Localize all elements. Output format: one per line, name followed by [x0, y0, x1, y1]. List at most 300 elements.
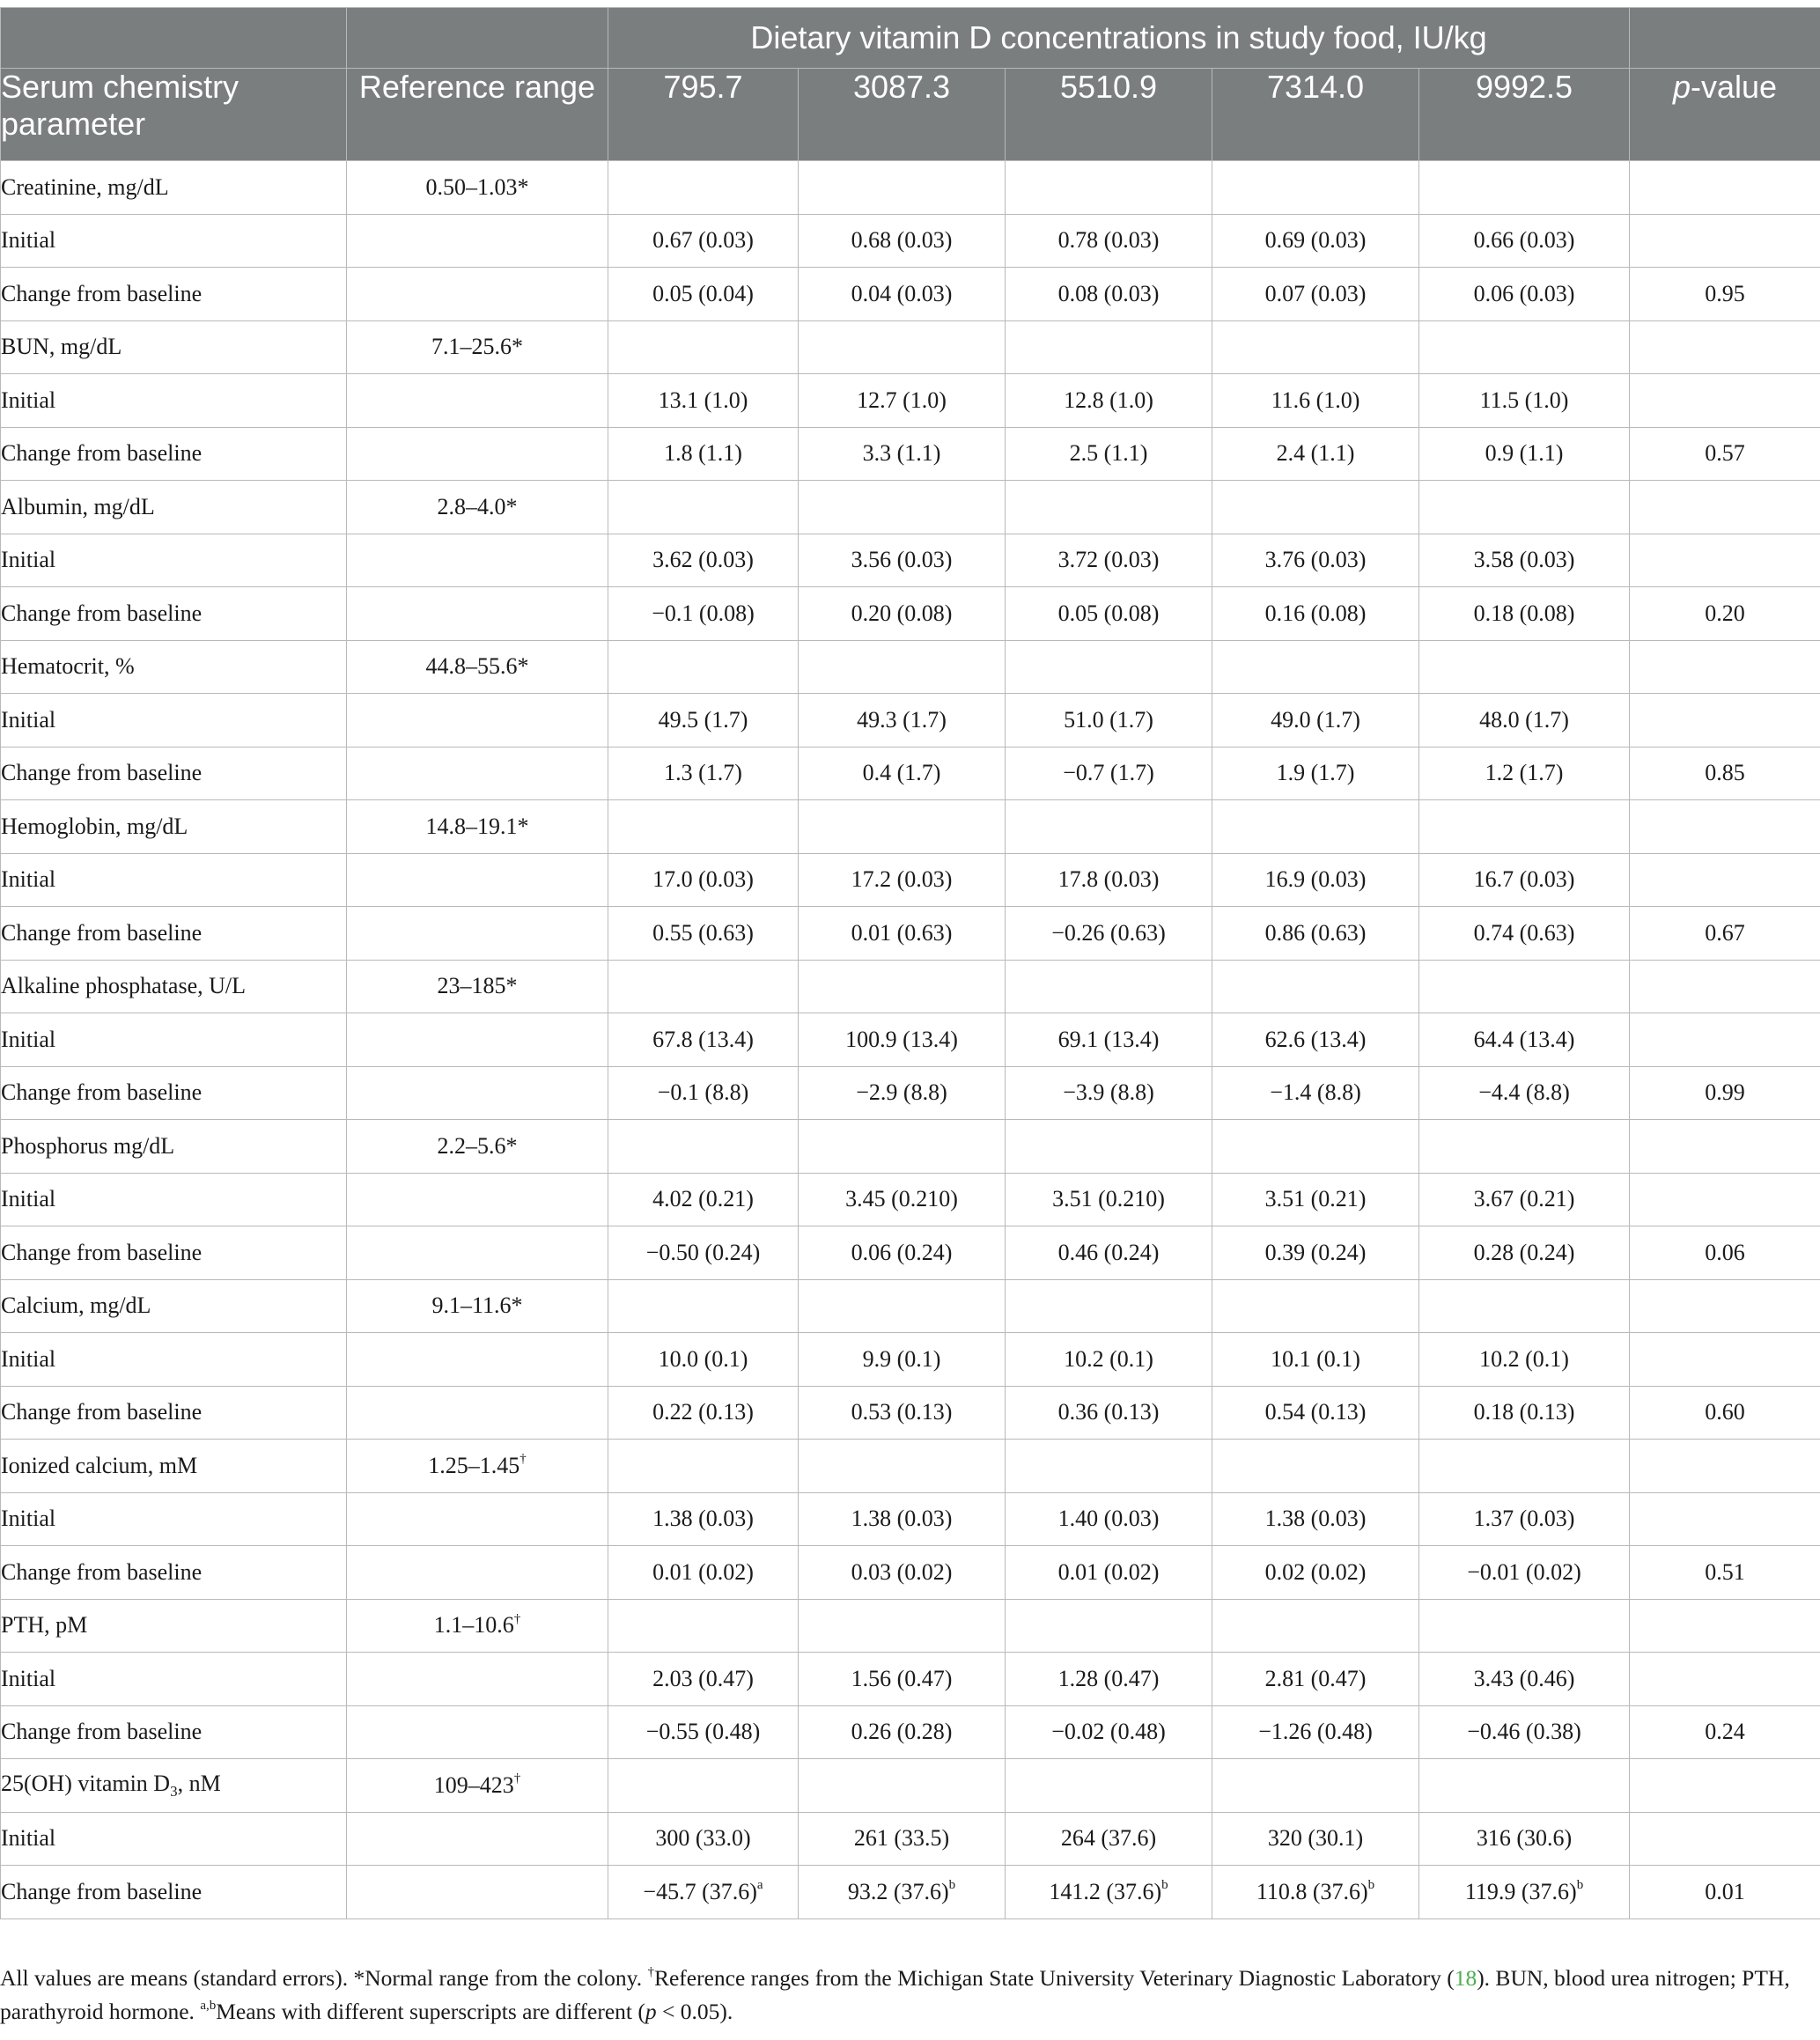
parameter-label: Creatinine, mg/dL: [1, 173, 169, 200]
initial-row: [1, 214, 1820, 268]
empty-cell: [1630, 1759, 1820, 1813]
parameter-label: Phosphorus mg/dL: [1, 1132, 175, 1159]
p-value: 0.60: [1630, 1386, 1820, 1440]
empty-cell: [347, 1226, 608, 1280]
empty-cell: [347, 1866, 608, 1919]
empty-cell: [1630, 1173, 1820, 1226]
parameter-row: [1, 960, 1820, 1013]
row-label-initial: Initial: [1, 214, 347, 268]
parameter-row: [1, 1440, 1820, 1493]
parameter-row: [1, 1120, 1820, 1174]
row-label-initial: Initial: [1, 1173, 347, 1226]
change-value-text: 0.9 (1.1): [1485, 440, 1564, 467]
change-value-text: 110.8 (37.6): [1256, 1878, 1368, 1904]
empty-cell: [347, 214, 608, 268]
row-label-initial: Initial: [1, 694, 347, 748]
reference-source-mark: *: [517, 173, 529, 200]
empty-cell: [799, 1279, 1006, 1333]
empty-cell: [1006, 481, 1212, 534]
empty-cell: [608, 1759, 799, 1813]
parameter-label: PTH, pM: [1, 1612, 88, 1639]
initial-row: [1, 853, 1820, 907]
empty-cell: [347, 1333, 608, 1387]
change-value-text: 0.02 (0.02): [1264, 1558, 1367, 1585]
parameter-row: [1, 161, 1820, 215]
change-value-text: −0.55 (0.48): [645, 1719, 761, 1745]
initial-value: 9.9 (0.1): [799, 1333, 1006, 1387]
change-value-text: 0.05 (0.04): [652, 280, 754, 306]
change-value-text: 0.22 (0.13): [652, 1399, 754, 1425]
empty-cell: [1006, 320, 1212, 374]
reference-range: [347, 161, 608, 215]
footnote-text-2: Reference ranges from the Michigan State University Veterinary Diagnostic Laboratory (: [653, 1965, 1455, 1991]
header-blank-3: [1630, 8, 1820, 69]
initial-value: 3.67 (0.21): [1419, 1173, 1630, 1226]
change-value: [1419, 1226, 1630, 1280]
empty-cell: [347, 427, 608, 481]
empty-cell: [1630, 1440, 1820, 1493]
initial-value: 0.67 (0.03): [608, 214, 799, 268]
empty-cell: [1212, 1759, 1419, 1813]
change-value-text: 0.08 (0.03): [1057, 280, 1160, 306]
change-value: [608, 587, 799, 641]
initial-value: 1.28 (0.47): [1006, 1653, 1212, 1706]
change-value: [1212, 427, 1419, 481]
empty-cell: [1006, 1759, 1212, 1813]
header-blank-1: [1, 8, 347, 69]
empty-cell: [1630, 1812, 1820, 1866]
empty-cell: [1212, 1279, 1419, 1333]
initial-value: 3.56 (0.03): [799, 534, 1006, 587]
change-value: [1212, 907, 1419, 961]
empty-cell: [1006, 1120, 1212, 1174]
empty-cell: [347, 268, 608, 321]
change-value-text: 1.8 (1.1): [664, 440, 742, 467]
change-value-text: 0.54 (0.13): [1264, 1399, 1367, 1425]
change-value-text: −0.01 (0.02): [1467, 1558, 1581, 1585]
dose-column-header: 5510.9: [1006, 69, 1212, 161]
change-value-text: 0.28 (0.24): [1473, 1239, 1575, 1265]
change-value-text: 0.04 (0.03): [851, 280, 953, 306]
change-value-text: 0.53 (0.13): [851, 1399, 953, 1425]
parameter-row: [1, 800, 1820, 854]
empty-cell: [608, 320, 799, 374]
row-label-change: Change from baseline: [1, 1546, 347, 1600]
reference-range: [347, 960, 608, 1013]
empty-cell: [1630, 1279, 1820, 1333]
empty-cell: [347, 1492, 608, 1546]
change-value-text: 0.36 (0.13): [1057, 1399, 1160, 1425]
superscript-ab: a,b: [200, 1998, 217, 2013]
change-value-text: 0.18 (0.08): [1473, 600, 1575, 626]
change-value-text: −3.9 (8.8): [1063, 1079, 1154, 1106]
p-value: 0.99: [1630, 1066, 1820, 1120]
initial-value: 3.45 (0.210): [799, 1173, 1006, 1226]
change-value: [1006, 268, 1212, 321]
change-row: [1, 268, 1820, 321]
row-label-initial: Initial: [1, 1653, 347, 1706]
reference-source-mark: *: [505, 493, 518, 519]
row-label-change: Change from baseline: [1, 427, 347, 481]
empty-cell: [1212, 1599, 1419, 1653]
change-value: [1419, 1705, 1630, 1759]
change-value: [1006, 747, 1212, 800]
empty-cell: [799, 1759, 1006, 1813]
p-value: 0.51: [1630, 1546, 1820, 1600]
change-value-text: 0.74 (0.63): [1473, 919, 1575, 946]
p-value: 0.57: [1630, 427, 1820, 481]
parameter-name: [1, 320, 347, 374]
empty-cell: [1419, 1759, 1630, 1813]
empty-cell: [1419, 161, 1630, 215]
empty-cell: [1212, 960, 1419, 1013]
change-value: [1006, 1866, 1212, 1919]
change-value-text: 0.06 (0.03): [1473, 280, 1575, 306]
empty-cell: [1212, 161, 1419, 215]
parameter-row: [1, 640, 1820, 694]
change-value: [608, 1705, 799, 1759]
empty-cell: [1419, 1440, 1630, 1493]
empty-cell: [1006, 1279, 1212, 1333]
empty-cell: [799, 481, 1006, 534]
change-value: [799, 587, 1006, 641]
change-value: [608, 1226, 799, 1280]
initial-row: [1, 1492, 1820, 1546]
change-value: [1212, 747, 1419, 800]
initial-value: 261 (33.5): [799, 1812, 1006, 1866]
footnote-text-5: < 0.05).: [656, 1999, 733, 2024]
initial-value: 0.69 (0.03): [1212, 214, 1419, 268]
initial-value: 1.40 (0.03): [1006, 1492, 1212, 1546]
initial-value: 17.0 (0.03): [608, 853, 799, 907]
change-value-text: −0.7 (1.7): [1063, 760, 1154, 786]
parameter-name: [1, 1759, 347, 1813]
initial-value: 10.2 (0.1): [1419, 1333, 1630, 1387]
initial-value: 3.43 (0.46): [1419, 1653, 1630, 1706]
change-value: [608, 747, 799, 800]
change-value-text: 0.4 (1.7): [862, 760, 941, 786]
significance-superscript: b: [1161, 1878, 1168, 1893]
change-value-text: 0.07 (0.03): [1264, 280, 1367, 306]
parameter-label: Albumin, mg/dL: [1, 493, 155, 519]
empty-cell: [1630, 1120, 1820, 1174]
p-symbol: p: [1672, 69, 1691, 105]
change-value-text: −4.4 (8.8): [1478, 1079, 1570, 1106]
dagger-mark: †: [647, 1964, 654, 1979]
change-row: [1, 1866, 1820, 1919]
reference-range-value: 1.25–1.45: [428, 1452, 520, 1478]
reference-range: [347, 800, 608, 854]
empty-cell: [799, 1120, 1006, 1174]
empty-cell: [1419, 640, 1630, 694]
initial-value: 3.51 (0.210): [1006, 1173, 1212, 1226]
change-value-text: 0.16 (0.08): [1264, 600, 1367, 626]
change-value-text: 0.86 (0.63): [1264, 919, 1367, 946]
empty-cell: [608, 161, 799, 215]
empty-cell: [347, 1173, 608, 1226]
empty-cell: [1006, 800, 1212, 854]
change-value: [1006, 907, 1212, 961]
initial-value: 12.7 (1.0): [799, 374, 1006, 428]
change-value: [608, 1066, 799, 1120]
initial-value: 16.7 (0.03): [1419, 853, 1630, 907]
initial-row: [1, 1013, 1820, 1067]
reference-range: [347, 1120, 608, 1174]
empty-cell: [608, 640, 799, 694]
initial-value: 0.78 (0.03): [1006, 214, 1212, 268]
empty-cell: [1419, 1599, 1630, 1653]
change-value-text: 0.20 (0.08): [851, 600, 953, 626]
empty-cell: [799, 800, 1006, 854]
change-value: [1212, 1386, 1419, 1440]
change-row: [1, 747, 1820, 800]
parameter-row: [1, 1279, 1820, 1333]
change-value-text: 0.01 (0.63): [851, 919, 953, 946]
initial-value: 48.0 (1.7): [1419, 694, 1630, 748]
row-label-initial: Initial: [1, 1333, 347, 1387]
empty-cell: [347, 747, 608, 800]
row-label-initial: Initial: [1, 534, 347, 587]
empty-cell: [1630, 960, 1820, 1013]
initial-value: 3.76 (0.03): [1212, 534, 1419, 587]
initial-value: 17.8 (0.03): [1006, 853, 1212, 907]
reference-range-value: 23–185: [437, 973, 506, 999]
row-label-change: Change from baseline: [1, 1226, 347, 1280]
change-value: [799, 1705, 1006, 1759]
initial-value: 67.8 (13.4): [608, 1013, 799, 1067]
initial-value: 100.9 (13.4): [799, 1013, 1006, 1067]
empty-cell: [347, 853, 608, 907]
change-value: [608, 268, 799, 321]
empty-cell: [347, 1066, 608, 1120]
initial-row: [1, 374, 1820, 428]
empty-cell: [1212, 800, 1419, 854]
significance-superscript: b: [948, 1878, 956, 1893]
empty-cell: [347, 374, 608, 428]
reference-link[interactable]: 18: [1454, 1965, 1477, 1991]
reference-source-mark: *: [505, 1132, 518, 1159]
significance-superscript: b: [1576, 1878, 1584, 1893]
p-value-column-header: [1630, 69, 1820, 161]
empty-cell: [799, 1440, 1006, 1493]
row-label-change: Change from baseline: [1, 1705, 347, 1759]
initial-value: 2.81 (0.47): [1212, 1653, 1419, 1706]
reference-range: [347, 1759, 608, 1813]
change-value: [1419, 747, 1630, 800]
parameter-row: [1, 1759, 1820, 1813]
change-row: [1, 907, 1820, 961]
table-footnote: [0, 1962, 1814, 2029]
initial-value: 264 (37.6): [1006, 1812, 1212, 1866]
initial-value: 10.2 (0.1): [1006, 1333, 1212, 1387]
parameter-name: [1, 1440, 347, 1493]
change-value: [1006, 427, 1212, 481]
reference-source-mark: †: [513, 1771, 521, 1786]
initial-row: [1, 694, 1820, 748]
initial-value: 10.0 (0.1): [608, 1333, 799, 1387]
reference-range: [347, 320, 608, 374]
p-value: 0.67: [1630, 907, 1820, 961]
empty-cell: [1630, 374, 1820, 428]
empty-cell: [1006, 640, 1212, 694]
change-value: [608, 427, 799, 481]
p-value: 0.85: [1630, 747, 1820, 800]
initial-value: 11.6 (1.0): [1212, 374, 1419, 428]
change-value-text: −0.1 (0.08): [652, 600, 755, 626]
change-value: [1006, 1705, 1212, 1759]
significance-superscript: b: [1367, 1878, 1375, 1893]
empty-cell: [1630, 1653, 1820, 1706]
change-value-text: 0.03 (0.02): [851, 1558, 953, 1585]
change-value-text: −0.1 (8.8): [657, 1079, 749, 1106]
empty-cell: [1630, 853, 1820, 907]
change-value-text: 1.2 (1.7): [1485, 760, 1564, 786]
change-value: [799, 1866, 1006, 1919]
change-value-text: −0.50 (0.24): [645, 1239, 761, 1265]
row-label-change: Change from baseline: [1, 268, 347, 321]
parameter-row: [1, 1599, 1820, 1653]
initial-value: 0.66 (0.03): [1419, 214, 1630, 268]
p-value: 0.24: [1630, 1705, 1820, 1759]
change-value: [799, 1226, 1006, 1280]
change-value-text: 1.3 (1.7): [664, 760, 742, 786]
empty-cell: [799, 640, 1006, 694]
initial-value: 2.03 (0.47): [608, 1653, 799, 1706]
row-label-change: Change from baseline: [1, 907, 347, 961]
empty-cell: [1630, 1013, 1820, 1067]
empty-cell: [1630, 534, 1820, 587]
empty-cell: [1419, 960, 1630, 1013]
empty-cell: [347, 587, 608, 641]
p-value: 0.01: [1630, 1866, 1820, 1919]
empty-cell: [347, 1705, 608, 1759]
reference-range-value: 14.8–19.1: [425, 813, 518, 839]
empty-cell: [347, 1546, 608, 1600]
change-value: [608, 1546, 799, 1600]
initial-value: 3.72 (0.03): [1006, 534, 1212, 587]
reference-source-mark: †: [513, 1611, 521, 1626]
initial-value: 49.5 (1.7): [608, 694, 799, 748]
change-value: [1212, 1066, 1419, 1120]
empty-cell: [1006, 1599, 1212, 1653]
initial-value: 300 (33.0): [608, 1812, 799, 1866]
empty-cell: [608, 1279, 799, 1333]
row-label-initial: Initial: [1, 1492, 347, 1546]
row-label-change: Change from baseline: [1, 1386, 347, 1440]
change-value: [1006, 1226, 1212, 1280]
initial-value: 4.02 (0.21): [608, 1173, 799, 1226]
initial-value: 49.0 (1.7): [1212, 694, 1419, 748]
p-value-suffix: -value: [1691, 69, 1778, 105]
reference-range: [347, 1440, 608, 1493]
change-value-text: −45.7 (37.6): [643, 1878, 757, 1904]
initial-value: 320 (30.1): [1212, 1812, 1419, 1866]
change-value: [1006, 1386, 1212, 1440]
empty-cell: [1212, 320, 1419, 374]
change-value-text: 141.2 (37.6): [1049, 1878, 1162, 1904]
empty-cell: [799, 1599, 1006, 1653]
footnote-text-4: Means with different superscripts are different (: [216, 1999, 645, 2024]
significance-superscript: a: [756, 1878, 763, 1893]
reference-source-mark: †: [519, 1452, 527, 1467]
change-value-text: −0.26 (0.63): [1051, 919, 1166, 946]
change-value-text: 2.5 (1.1): [1069, 440, 1148, 467]
change-value: [1006, 1546, 1212, 1600]
change-value-text: −1.26 (0.48): [1258, 1719, 1373, 1745]
reference-range-column-header: Reference range: [347, 69, 608, 161]
change-value: [1212, 1866, 1419, 1919]
empty-cell: [1212, 1120, 1419, 1174]
initial-value: 17.2 (0.03): [799, 853, 1006, 907]
reference-range-value: 2.8–4.0: [437, 493, 506, 519]
empty-cell: [799, 960, 1006, 1013]
empty-cell: [1212, 1440, 1419, 1493]
empty-cell: [1419, 1279, 1630, 1333]
empty-cell: [1419, 1120, 1630, 1174]
change-value: [799, 907, 1006, 961]
change-row: [1, 1226, 1820, 1280]
parameter-label: Ionized calcium, mM: [1, 1452, 198, 1478]
parameter-name: [1, 161, 347, 215]
parameter-row: [1, 481, 1820, 534]
change-value-text: −2.9 (8.8): [856, 1079, 947, 1106]
reference-range-value: 7.1–25.6: [431, 334, 512, 360]
empty-cell: [1630, 640, 1820, 694]
reference-source-mark: *: [505, 973, 518, 999]
initial-row: [1, 1812, 1820, 1866]
initial-value: 1.38 (0.03): [1212, 1492, 1419, 1546]
change-row: [1, 1546, 1820, 1600]
reference-range: [347, 481, 608, 534]
parameter-name: [1, 640, 347, 694]
empty-cell: [799, 320, 1006, 374]
change-value: [1419, 1386, 1630, 1440]
dose-column-header: 9992.5: [1419, 69, 1630, 161]
initial-value: 0.68 (0.03): [799, 214, 1006, 268]
change-value-text: 1.9 (1.7): [1276, 760, 1355, 786]
empty-cell: [347, 1386, 608, 1440]
empty-cell: [1630, 800, 1820, 854]
parameter-name: [1, 1279, 347, 1333]
change-value-text: −0.02 (0.48): [1051, 1719, 1166, 1745]
empty-cell: [1630, 214, 1820, 268]
parameter-row: [1, 320, 1820, 374]
change-row: [1, 427, 1820, 481]
change-value: [1212, 1226, 1419, 1280]
initial-value: 3.58 (0.03): [1419, 534, 1630, 587]
reference-range-value: 0.50–1.03: [425, 173, 518, 200]
reference-range-value: 2.2–5.6: [437, 1132, 506, 1159]
change-value-text: 0.26 (0.28): [851, 1719, 953, 1745]
empty-cell: [1630, 1333, 1820, 1387]
change-value-text: 0.39 (0.24): [1264, 1239, 1367, 1265]
change-value: [1212, 268, 1419, 321]
change-value: [1212, 1705, 1419, 1759]
reference-source-mark: *: [517, 653, 529, 680]
parameter-name: [1, 1120, 347, 1174]
empty-cell: [1630, 694, 1820, 748]
empty-cell: [1006, 161, 1212, 215]
initial-value: 1.56 (0.47): [799, 1653, 1006, 1706]
change-value-text: −1.4 (8.8): [1270, 1079, 1361, 1106]
empty-cell: [1630, 1599, 1820, 1653]
empty-cell: [347, 694, 608, 748]
parameter-label: 25(OH) vitamin D: [1, 1770, 171, 1796]
footnote-text-1: All values are means (standard errors). *Normal range from the colony.: [0, 1965, 648, 1991]
reference-range: [347, 1279, 608, 1333]
table-body: [1, 161, 1820, 1919]
initial-value: 62.6 (13.4): [1212, 1013, 1419, 1067]
